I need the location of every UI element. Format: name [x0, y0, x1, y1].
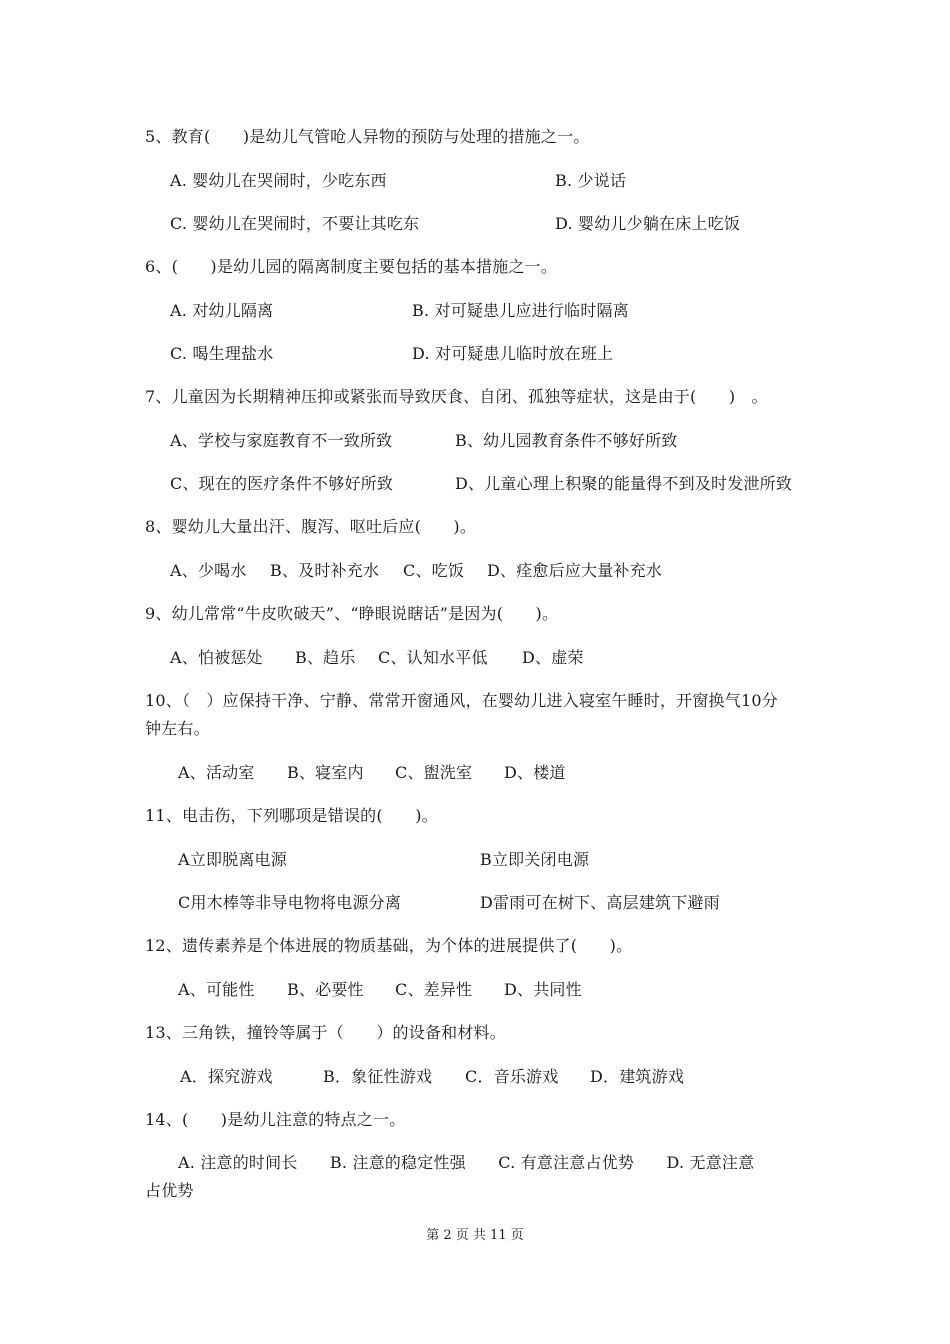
question-14-options-line1: A. 注意的时间长 B. 注意的稳定性强 C. 有意注意占优势 D. 无意注意: [178, 1153, 755, 1172]
question-7-option-d: D、儿童心理上积聚的能量得不到及时发泄所致: [455, 474, 793, 493]
question-10-option-c: C、盥洗室: [395, 763, 473, 782]
question-5-option-c: C. 婴幼儿在哭闹时，不要让其吃东: [170, 214, 420, 233]
question-13-stem: 13、三角铁，撞铃等属于（ ）的设备和材料。: [145, 1023, 506, 1042]
question-10-stem-line2: 钟左右。: [145, 719, 210, 738]
question-12-option-c: C、差异性: [395, 980, 473, 999]
question-9-option-d: D、虚荣: [522, 648, 584, 667]
question-8-option-d: D、痊愈后应大量补充水: [487, 561, 663, 580]
question-11-stem: 11、电击伤，下列哪项是错误的( )。: [145, 806, 438, 825]
question-9-option-b: B、趋乐: [295, 648, 356, 667]
question-13-option-a: A．探究游戏: [180, 1067, 273, 1086]
question-11-option-d: D雷雨可在树下、高层建筑下避雨: [480, 893, 720, 912]
question-9-option-a: A、怕被惩处: [170, 648, 263, 667]
question-11-option-c: C用木棒等非导电物将电源分离: [178, 893, 402, 912]
question-6-stem: 6、( )是幼儿园的隔离制度主要包括的基本措施之一。: [145, 257, 558, 276]
question-12-option-d: D、共同性: [504, 980, 582, 999]
question-14-stem: 14、( )是幼儿注意的特点之一。: [145, 1110, 406, 1129]
question-12-option-b: B、必要性: [287, 980, 364, 999]
question-6-option-a: A. 对幼儿隔离: [170, 301, 274, 320]
question-10-option-d: D、楼道: [504, 763, 566, 782]
question-7-option-b: B、幼儿园教育条件不够好所致: [455, 431, 678, 450]
question-10-option-a: A、活动室: [178, 763, 255, 782]
question-11-option-b: B立即关闭电源: [480, 850, 590, 869]
question-11-option-a: A立即脱离电源: [178, 850, 287, 869]
question-5-stem: 5、教育( )是幼儿气管呛人异物的预防与处理的措施之一。: [145, 127, 590, 146]
question-5-option-b: B. 少说话: [555, 171, 627, 190]
question-9-option-c: C、认知水平低: [378, 648, 488, 667]
question-6-option-c: C. 喝生理盐水: [170, 344, 274, 363]
question-5-option-a: A. 婴幼儿在哭闹时，少吃东西: [170, 171, 387, 190]
question-13-option-d: D．建筑游戏: [590, 1067, 685, 1086]
question-7-option-a: A、学校与家庭教育不一致所致: [170, 431, 393, 450]
question-14-options-line2: 占优势: [145, 1181, 194, 1200]
page-number-footer: 第 2 页 共 11 页: [426, 1228, 524, 1243]
question-8-option-b: B、及时补充水: [270, 561, 380, 580]
question-9-stem: 9、幼儿常常“牛皮吹破天”、“睁眼说瞎话”是因为( )。: [145, 604, 559, 623]
question-7-option-c: C、现在的医疗条件不够好所致: [170, 474, 394, 493]
question-7-stem: 7、儿童因为长期精神压抑或紧张而导致厌食、自闭、孤独等症状，这是由于( ) 。: [145, 387, 768, 406]
question-8-option-c: C、吃饭: [403, 561, 465, 580]
question-13-option-c: C．音乐游戏: [465, 1067, 559, 1086]
question-8-option-a: A、少喝水: [170, 561, 247, 580]
question-10-stem-line1: 10、（ ）应保持干净、宁静、常常开窗通风，在婴幼儿进入寝室午睡时，开窗换气10分: [145, 691, 778, 710]
question-12-stem: 12、遗传素养是个体进展的物质基础，为个体的进展提供了( )。: [145, 936, 633, 955]
question-8-stem: 8、婴幼儿大量出汗、腹泻、呕吐后应( )。: [145, 517, 477, 536]
question-10-option-b: B、寝室内: [287, 763, 364, 782]
question-6-option-b: B. 对可疑患儿应进行临时隔离: [412, 301, 629, 320]
question-6-option-d: D. 对可疑患儿临时放在班上: [412, 344, 614, 363]
question-5-option-d: D. 婴幼儿少躺在床上吃饭: [555, 214, 741, 233]
question-13-option-b: B．象征性游戏: [323, 1067, 433, 1086]
question-12-option-a: A、可能性: [178, 980, 255, 999]
